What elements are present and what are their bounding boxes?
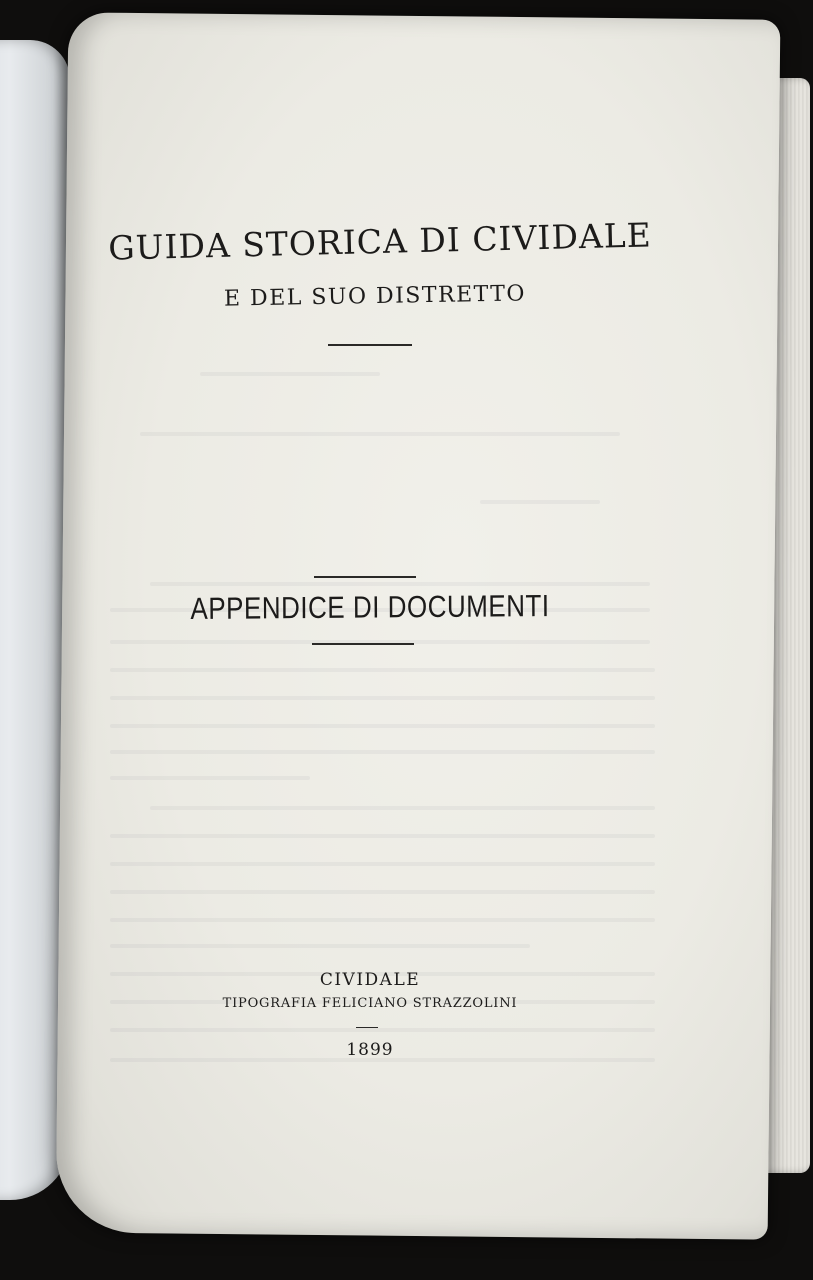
imprint-rule [356, 1027, 378, 1028]
imprint-year: 1899 [346, 1040, 394, 1060]
bleed-through-mark [110, 890, 655, 894]
bleed-through-mark [110, 750, 655, 754]
bleed-through-mark [110, 724, 655, 728]
bleed-through-mark [110, 834, 655, 838]
bleed-through-mark [140, 432, 620, 436]
section-rule-top [314, 576, 416, 578]
book-subtitle: E DEL SUO DISTRETTO [223, 281, 527, 312]
bleed-through-mark [150, 806, 655, 810]
bleed-through-mark [200, 372, 380, 376]
bleed-through-mark [110, 918, 655, 922]
bleed-through-mark [110, 668, 655, 672]
bleed-through-mark [110, 944, 530, 948]
bleed-through-mark [110, 696, 655, 700]
bleed-through-mark [110, 862, 655, 866]
bleed-through-mark [480, 500, 600, 504]
bleed-through-mark [150, 582, 650, 586]
bleed-through-mark [110, 1028, 655, 1032]
section-heading: APPENDICE DI DOCUMENTI [190, 587, 550, 627]
bleed-through-mark [110, 776, 310, 780]
imprint-city: CIVIDALE [319, 970, 421, 990]
imprint-printer: TIPOGRAFIA FELICIANO STRAZZOLINI [222, 996, 518, 1011]
section-rule-bottom [312, 643, 414, 645]
title-rule [328, 344, 412, 346]
book-title: GUIDA STORICA DI CIVIDALE [107, 215, 653, 268]
